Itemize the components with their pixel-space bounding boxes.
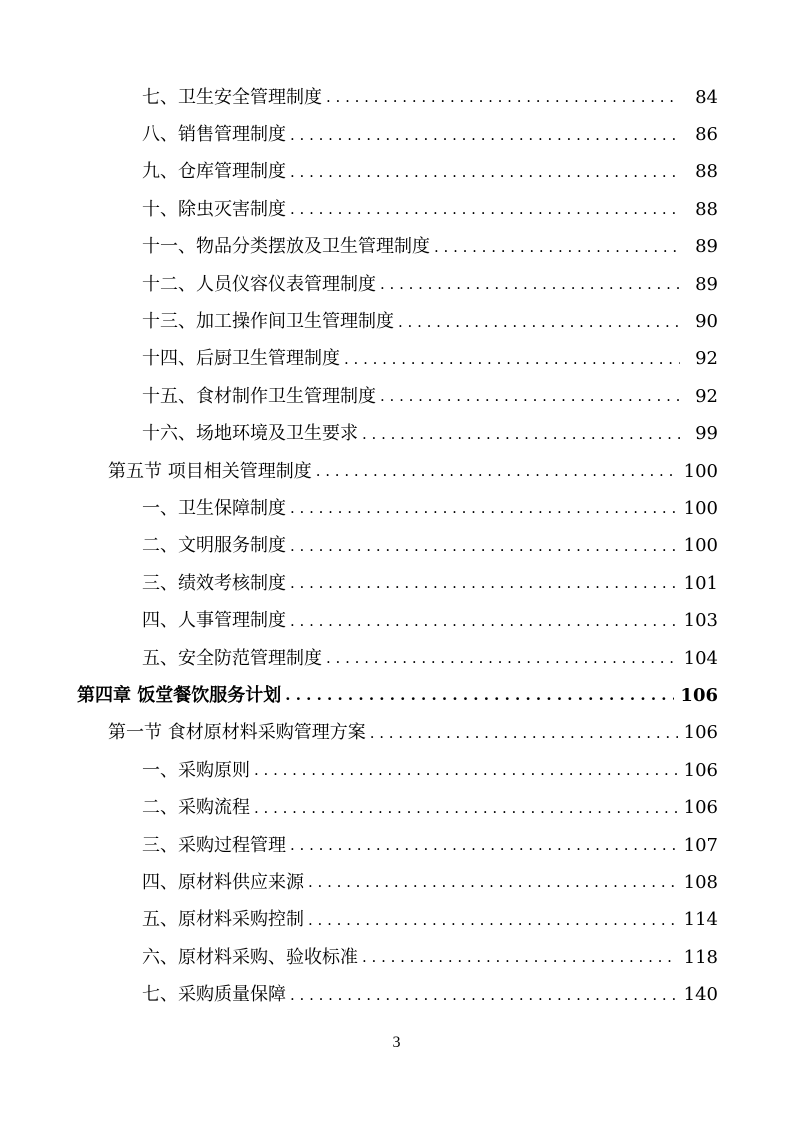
dot-leader: [290, 165, 680, 180]
dot-leader: [380, 277, 680, 292]
dot-leader: [254, 801, 678, 816]
toc-entry-page-number: 118: [683, 946, 718, 968]
toc-entry-page-number: 106: [683, 759, 718, 781]
toc-item-entry[interactable]: [0, 640, 718, 677]
dot-leader: [290, 614, 678, 629]
toc-item-entry[interactable]: [0, 902, 718, 939]
toc-entry-title: 十一、物品分类摆放及卫生管理制度: [142, 236, 430, 258]
toc-entry-title: 七、卫生安全管理制度: [142, 86, 322, 108]
toc-entry-title: 二、采购流程: [142, 797, 250, 819]
toc-entry-page-number: 106: [680, 684, 718, 706]
toc-entry-title: 十、除虫灭害制度: [142, 198, 286, 220]
toc-item-entry[interactable]: [0, 79, 718, 116]
dot-leader: [290, 838, 678, 853]
dot-leader: [316, 464, 678, 479]
dot-leader: [290, 128, 680, 143]
toc-entry-title: 十六、场地环境及卫生要求: [142, 423, 358, 445]
toc-item-entry[interactable]: [0, 976, 718, 1013]
dot-leader: [290, 576, 678, 591]
toc-entry-page-number: 92: [695, 348, 718, 370]
toc-entry-page-number: 106: [683, 797, 718, 819]
toc-item-entry[interactable]: [0, 864, 718, 901]
dot-leader: [362, 950, 678, 965]
toc-entry-page-number: 100: [683, 497, 718, 519]
dot-leader: [285, 688, 674, 703]
page-number: 3: [392, 1034, 401, 1051]
toc-entry-title: 八、销售管理制度: [142, 124, 286, 146]
toc-item-entry[interactable]: [0, 490, 718, 527]
toc-item-entry[interactable]: [0, 416, 718, 453]
toc-item-entry[interactable]: [0, 752, 718, 789]
toc-entry-page-number: 101: [683, 572, 718, 594]
toc-item-entry[interactable]: [0, 191, 718, 228]
dot-leader: [308, 913, 678, 928]
dot-leader: [290, 539, 678, 554]
dot-leader: [398, 315, 680, 330]
toc-item-entry[interactable]: [0, 827, 718, 864]
toc-entry-title: 十三、加工操作间卫生管理制度: [142, 311, 394, 333]
dot-leader: [362, 427, 680, 442]
toc-entry-title: 二、文明服务制度: [142, 535, 286, 557]
toc-entry-page-number: 90: [695, 311, 718, 333]
toc-section-entry[interactable]: [0, 453, 718, 490]
toc-chapter-entry[interactable]: [0, 677, 718, 714]
dot-leader: [290, 202, 680, 217]
toc-item-entry[interactable]: [0, 116, 718, 153]
toc-item-entry[interactable]: [0, 303, 718, 340]
toc-entry-page-number: 106: [683, 722, 718, 744]
toc-entry-title: 四、原材料供应来源: [142, 871, 304, 893]
toc-entry-page-number: 108: [683, 871, 718, 893]
toc-entry-title: 十四、后厨卫生管理制度: [142, 348, 340, 370]
dot-leader: [380, 389, 680, 404]
toc-entry-title: 五、原材料采购控制: [142, 909, 304, 931]
toc-item-entry[interactable]: [0, 154, 718, 191]
toc-item-entry[interactable]: [0, 378, 718, 415]
toc-entry-title: 一、采购原则: [142, 759, 250, 781]
toc-entry-page-number: 86: [695, 124, 718, 146]
toc-entry-page-number: 84: [695, 86, 718, 108]
dot-leader: [308, 875, 678, 890]
toc-entry-page-number: 89: [695, 273, 718, 295]
toc-item-entry[interactable]: [0, 565, 718, 602]
toc-entry-page-number: 100: [683, 460, 718, 482]
dot-leader: [370, 726, 678, 741]
toc-entry-title: 第五节 项目相关管理制度: [108, 460, 312, 482]
toc-entry-title: 三、采购过程管理: [142, 834, 286, 856]
dot-leader: [326, 90, 680, 105]
dot-leader: [290, 501, 678, 516]
toc-entry-title: 第四章 饭堂餐饮服务计划: [77, 684, 282, 706]
toc-entry-title: 六、原材料采购、验收标准: [142, 946, 358, 968]
toc-entry-page-number: 89: [695, 236, 718, 258]
toc-entry-page-number: 99: [695, 423, 718, 445]
toc-item-entry[interactable]: [0, 266, 718, 303]
toc-entry-title: 三、绩效考核制度: [142, 572, 286, 594]
toc-entry-page-number: 92: [695, 385, 718, 407]
toc-entry-page-number: 104: [683, 647, 718, 669]
toc-entry-page-number: 114: [683, 909, 718, 931]
toc-item-entry[interactable]: [0, 789, 718, 826]
dot-leader: [326, 651, 678, 666]
toc-entry-page-number: 107: [683, 834, 718, 856]
toc-entry-page-number: 88: [695, 198, 718, 220]
dot-leader: [344, 352, 680, 367]
toc-item-entry[interactable]: [0, 528, 718, 565]
toc-entry-title: 七、采购质量保障: [142, 984, 286, 1006]
toc-entry-page-number: 103: [683, 610, 718, 632]
toc-entry-title: 四、人事管理制度: [142, 610, 286, 632]
table-of-contents: [0, 79, 793, 1014]
toc-item-entry[interactable]: [0, 229, 718, 266]
toc-entry-title: 十五、食材制作卫生管理制度: [142, 385, 376, 407]
toc-entry-title: 十二、人员仪容仪表管理制度: [142, 273, 376, 295]
toc-section-entry[interactable]: [0, 715, 718, 752]
dot-leader: [434, 240, 680, 255]
dot-leader: [254, 763, 678, 778]
toc-entry-title: 第一节 食材原材料采购管理方案: [108, 722, 366, 744]
toc-entry-title: 一、卫生保障制度: [142, 497, 286, 519]
toc-entry-title: 五、安全防范管理制度: [142, 647, 322, 669]
toc-entry-page-number: 100: [683, 535, 718, 557]
toc-item-entry[interactable]: [0, 602, 718, 639]
toc-entry-page-number: 140: [683, 984, 718, 1006]
toc-entry-title: 九、仓库管理制度: [142, 161, 286, 183]
dot-leader: [290, 988, 678, 1003]
toc-item-entry[interactable]: [0, 341, 718, 378]
toc-entry-page-number: 88: [695, 161, 718, 183]
toc-item-entry[interactable]: [0, 939, 718, 976]
